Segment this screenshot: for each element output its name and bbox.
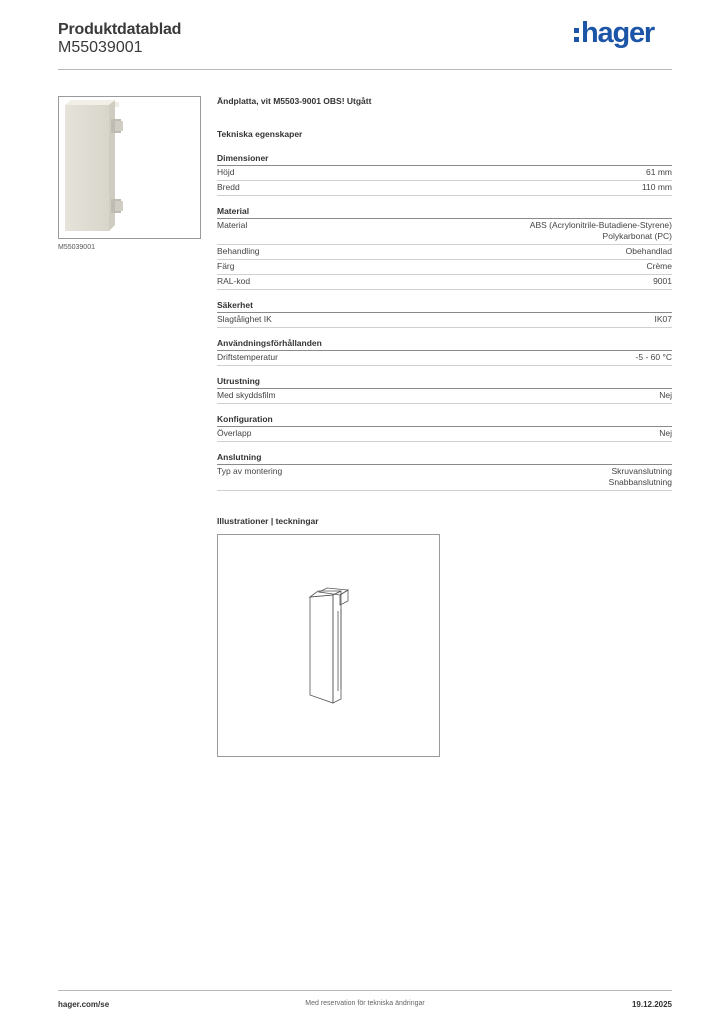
spec-section [217,338,672,366]
spec-label: Driftstemperatur [217,352,278,362]
spec-row [217,427,672,442]
spec-row [217,166,672,181]
product-name: Ändplatta, vit M5503-9001 OBS! Utgått [217,96,372,106]
spec-label: Med skyddsfilm [217,390,276,400]
page-header [58,17,672,70]
tech-properties-heading: Tekniska egenskaper [217,129,303,139]
spec-value [659,428,672,439]
spec-value-line: Skruvanslutning [611,466,672,476]
spec-row [217,245,672,260]
spec-value-line: Snabbanslutning [608,477,672,487]
section-title: Användningsförhållanden [217,338,672,351]
spec-row [217,219,672,245]
product-number: M55039001 [58,39,143,56]
spec-label: Material [217,220,248,230]
spec-value-line: Nej [659,390,672,400]
spec-value-line: Crème [646,261,672,271]
spec-value [609,466,672,488]
logo-dots-icon [574,28,579,42]
spec-value [646,167,672,178]
spec-label: Slagtålighet IK [217,314,272,324]
spec-section [217,153,672,196]
spec-label: Höjd [217,167,235,177]
spec-section [217,414,672,442]
illustrations-heading: Illustrationer | teckningar [217,516,319,526]
spec-section [217,300,672,328]
spec-row [217,351,672,366]
image-caption: M55039001 [58,244,95,251]
spec-value-line: ABS (Acrylonitrile-Butadiene-Styrene) [529,220,672,230]
footer-disclaimer: Med reservation för tekniska ändringar [305,1000,425,1007]
spec-value [646,261,672,272]
hager-logo [574,18,654,48]
logo-text: hager [581,17,654,49]
spec-row [217,275,672,290]
spec-value-line: Nej [659,428,672,438]
spec-value-line: IK07 [654,314,672,324]
spec-label: Typ av montering [217,466,283,476]
spec-row [217,181,672,196]
end-plate-photo [59,97,200,238]
spec-value [655,314,673,325]
spec-section [217,452,672,491]
section-title: Konfiguration [217,414,672,427]
product-details [217,96,672,501]
spec-value-line: 110 mm [641,182,672,192]
spec-row [217,389,672,404]
spec-value [636,352,672,363]
end-plate-drawing [218,535,439,756]
spec-row [217,313,672,328]
spec-value-line: -5 - 60 °C [635,352,672,362]
page-footer [58,990,672,1010]
spec-value-line: Obehandlad [625,246,672,256]
spec-row [217,465,672,491]
spec-value [530,220,672,242]
spec-value-line: Polykarbonat (PC) [602,231,672,241]
section-title: Säkerhet [217,300,672,313]
spec-section [217,376,672,404]
section-title: Dimensioner [217,153,672,166]
spec-label: RAL-kod [217,276,251,286]
spec-sections [217,153,672,491]
spec-row [217,260,672,275]
technical-drawing [217,534,440,757]
section-title: Material [217,206,672,219]
spec-section [217,206,672,290]
document-title: Produktdatablad [58,21,182,38]
spec-label: Behandling [217,246,260,256]
spec-value-line: 9001 [653,276,672,286]
footer-website: hager.com/se [58,1000,110,1009]
spec-value [626,246,672,257]
section-title: Utrustning [217,376,672,389]
spec-label: Överlapp [217,428,252,438]
product-image [58,96,201,239]
spec-value [659,390,672,401]
spec-value-line: 61 mm [646,167,672,177]
spec-label: Färg [217,261,235,271]
section-title: Anslutning [217,452,672,465]
spec-label: Bredd [217,182,240,192]
footer-date: 19.12.2025 [631,1000,672,1009]
spec-value [653,276,672,287]
spec-value [642,182,672,193]
